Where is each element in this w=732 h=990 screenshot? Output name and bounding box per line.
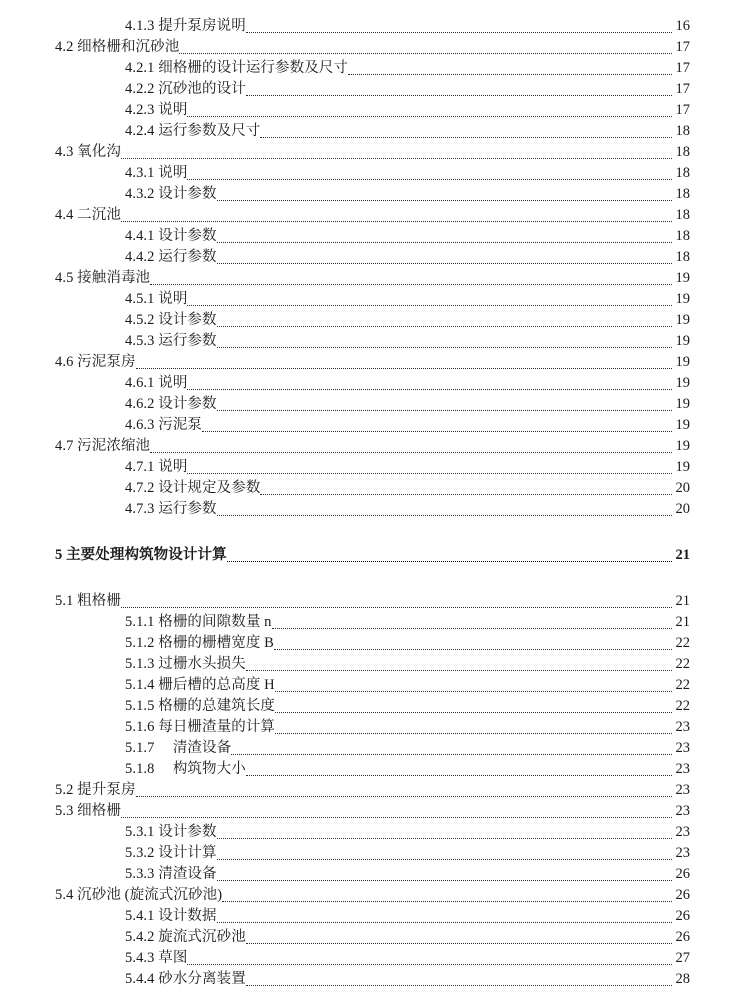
toc-entry[interactable] xyxy=(0,822,732,843)
toc-entry-page-number: 22 xyxy=(675,698,690,714)
toc-entry-page-number: 26 xyxy=(675,908,690,924)
toc-entry-title: 5.1.3 过栅水头损失 xyxy=(125,656,246,672)
toc-entry[interactable] xyxy=(0,759,732,780)
toc-entry-page-number: 19 xyxy=(675,333,690,349)
toc-entry-page-number: 22 xyxy=(675,656,690,672)
toc-entry-title: 5.1.8 构筑物大小 xyxy=(125,761,246,777)
toc-entry-page-number: 16 xyxy=(675,18,690,34)
toc-dot-leader xyxy=(274,639,672,654)
toc-entry-title: 4.3 氧化沟 xyxy=(55,144,121,160)
toc-entry[interactable] xyxy=(0,163,732,184)
section-gap xyxy=(0,566,732,591)
toc-entry-title: 5.3 细格栅 xyxy=(55,803,121,819)
toc-entry-title: 5.1.4 栅后槽的总高度 H xyxy=(125,677,275,693)
toc-entry[interactable] xyxy=(0,142,732,163)
toc-entry[interactable] xyxy=(0,436,732,457)
toc-entry[interactable] xyxy=(0,352,732,373)
toc-dot-leader xyxy=(217,912,672,927)
toc-entry-title: 5.1.5 格栅的总建筑长度 xyxy=(125,698,276,714)
toc-dot-leader xyxy=(348,64,672,79)
toc-entry[interactable] xyxy=(0,864,732,885)
toc-entry-page-number: 23 xyxy=(675,761,690,777)
toc-entry[interactable] xyxy=(0,948,732,969)
toc-entry-title: 5.3.2 设计计算 xyxy=(125,845,217,861)
toc-entry[interactable] xyxy=(0,906,732,927)
toc-dot-leader xyxy=(187,169,672,184)
toc-entry[interactable] xyxy=(0,415,732,436)
toc-entry-page-number: 18 xyxy=(675,165,690,181)
toc-entry-page-number: 19 xyxy=(675,396,690,412)
toc-entry[interactable] xyxy=(0,499,732,520)
toc-dot-leader xyxy=(227,551,672,566)
toc-entry-title: 4.5.1 说明 xyxy=(125,291,188,307)
toc-dot-leader xyxy=(275,681,672,696)
toc-entry-page-number: 19 xyxy=(675,270,690,286)
toc-entry-page-number: 26 xyxy=(675,866,690,882)
toc-entry-page-number: 21 xyxy=(675,547,690,563)
toc-entry-page-number: 23 xyxy=(675,803,690,819)
toc-entry-page-number: 19 xyxy=(675,459,690,475)
toc-dot-leader xyxy=(217,828,672,843)
toc-entry-page-number: 18 xyxy=(675,123,690,139)
toc-entry[interactable] xyxy=(0,16,732,37)
toc-entry-page-number: 28 xyxy=(675,971,690,987)
toc-entry-title: 4.5 接触消毒池 xyxy=(55,270,151,286)
toc-dot-leader xyxy=(260,484,672,499)
section-gap xyxy=(0,520,732,545)
toc-entry[interactable] xyxy=(0,885,732,906)
toc-entry-page-number: 17 xyxy=(675,39,690,55)
toc-entry-title: 4.2 细格栅和沉砂池 xyxy=(55,39,180,55)
toc-entry-title: 4.7.3 运行参数 xyxy=(125,501,217,517)
toc-entry[interactable] xyxy=(0,79,732,100)
toc-dot-leader xyxy=(121,148,672,163)
toc-entry[interactable] xyxy=(0,843,732,864)
toc-dot-leader xyxy=(187,379,672,394)
toc-dot-leader xyxy=(121,211,672,226)
toc-entry[interactable] xyxy=(0,457,732,478)
toc-dot-leader xyxy=(246,22,672,37)
toc-entry-title: 5.4.1 设计数据 xyxy=(125,908,217,924)
toc-entry[interactable] xyxy=(0,247,732,268)
toc-dot-leader xyxy=(260,127,672,142)
toc-entry-page-number: 23 xyxy=(675,845,690,861)
toc-entry-page-number: 17 xyxy=(675,102,690,118)
toc-entry-title: 5.4.4 砂水分离装置 xyxy=(125,971,246,987)
toc-entry-title: 5.3.3 清渣设备 xyxy=(125,866,217,882)
toc-entry-title: 4.6 污泥泵房 xyxy=(55,354,136,370)
toc-dot-leader xyxy=(272,618,673,633)
toc-entry[interactable] xyxy=(0,37,732,58)
toc-entry-page-number: 23 xyxy=(675,782,690,798)
toc-entry-title: 5.1.1 格栅的间隙数量 n xyxy=(125,614,272,630)
toc-entry-title: 5.1.2 格栅的栅槽宽度 B xyxy=(125,635,274,651)
toc-entry[interactable] xyxy=(0,100,732,121)
toc-dot-leader xyxy=(121,597,672,612)
toc-entry-page-number: 21 xyxy=(675,614,690,630)
toc-dot-leader xyxy=(179,43,672,58)
toc-entry-title: 5.3.1 设计参数 xyxy=(125,824,217,840)
toc-entry-page-number: 23 xyxy=(675,740,690,756)
toc-entry[interactable] xyxy=(0,373,732,394)
toc-entry-title: 4.7 污泥浓缩池 xyxy=(55,438,151,454)
toc-entry-page-number: 18 xyxy=(675,249,690,265)
toc-entry-page-number: 17 xyxy=(675,60,690,76)
toc-dot-leader xyxy=(275,723,672,738)
toc-dot-leader xyxy=(217,400,672,415)
toc-entry-page-number: 18 xyxy=(675,228,690,244)
toc-dot-leader xyxy=(231,744,672,759)
toc-dot-leader xyxy=(187,954,672,969)
toc-entry-title: 4.3.2 设计参数 xyxy=(125,186,217,202)
toc-entry-title: 5.1.7 清渣设备 xyxy=(125,740,232,756)
toc-entry-title: 4.7.2 设计规定及参数 xyxy=(125,480,261,496)
toc-entry-title: 4.2.2 沉砂池的设计 xyxy=(125,81,246,97)
toc-entry-title: 4.3.1 说明 xyxy=(125,165,188,181)
toc-entry[interactable] xyxy=(0,969,732,990)
toc-entry[interactable] xyxy=(0,738,732,759)
toc-entry-title: 4.7.1 说明 xyxy=(125,459,188,475)
toc-dot-leader xyxy=(217,849,672,864)
toc-dot-leader xyxy=(202,421,672,436)
toc-entry-page-number: 27 xyxy=(675,950,690,966)
toc-entry[interactable] xyxy=(0,331,732,352)
toc-entry-title: 4.6.2 设计参数 xyxy=(125,396,217,412)
toc-dot-leader xyxy=(222,891,672,906)
toc-dot-leader xyxy=(187,106,672,121)
toc-dot-leader xyxy=(150,274,672,289)
toc-dot-leader xyxy=(217,232,672,247)
toc-entry[interactable] xyxy=(0,654,732,675)
toc-dot-leader xyxy=(217,316,672,331)
toc-entry-title: 4.1.3 提升泵房说明 xyxy=(125,18,246,34)
toc-dot-leader xyxy=(121,807,672,822)
toc-entry[interactable] xyxy=(0,226,732,247)
toc-entry-page-number: 26 xyxy=(675,887,690,903)
toc-entry[interactable] xyxy=(0,289,732,310)
toc-entry-title: 5.2 提升泵房 xyxy=(55,782,136,798)
toc-entry-page-number: 18 xyxy=(675,207,690,223)
toc-entry-title: 4.6.1 说明 xyxy=(125,375,188,391)
toc-entry-page-number: 20 xyxy=(675,501,690,517)
toc-entry-page-number: 26 xyxy=(675,929,690,945)
toc-entry[interactable] xyxy=(0,545,732,566)
toc-entry-title: 4.4.2 运行参数 xyxy=(125,249,217,265)
toc-entry-title: 5.1 粗格栅 xyxy=(55,593,121,609)
toc-entry-page-number: 22 xyxy=(675,677,690,693)
toc-entry[interactable] xyxy=(0,801,732,822)
toc-dot-leader xyxy=(217,505,672,520)
toc-dot-leader xyxy=(246,933,672,948)
toc-entry-page-number: 23 xyxy=(675,719,690,735)
toc-dot-leader xyxy=(187,463,672,478)
toc-entry-title: 4.2.1 细格栅的设计运行参数及尺寸 xyxy=(125,60,349,76)
toc-dot-leader xyxy=(217,870,672,885)
toc-entry[interactable] xyxy=(0,675,732,696)
toc-entry-page-number: 21 xyxy=(675,593,690,609)
toc-entry[interactable] xyxy=(0,633,732,654)
toc-dot-leader xyxy=(136,358,672,373)
toc-entry-title: 4.2.3 说明 xyxy=(125,102,188,118)
toc-entry[interactable] xyxy=(0,717,732,738)
toc-entry-page-number: 18 xyxy=(675,186,690,202)
toc-entry[interactable] xyxy=(0,205,732,226)
toc-entry-title: 4.5.3 运行参数 xyxy=(125,333,217,349)
toc-entry-page-number: 19 xyxy=(675,312,690,328)
toc-dot-leader xyxy=(246,85,672,100)
toc-entry[interactable] xyxy=(0,478,732,499)
toc-dot-leader xyxy=(217,253,672,268)
toc-dot-leader xyxy=(275,702,672,717)
toc-entry-page-number: 17 xyxy=(675,81,690,97)
toc-entry-title: 4.4 二沉池 xyxy=(55,207,121,223)
toc-entry-page-number: 19 xyxy=(675,375,690,391)
toc-entry-page-number: 19 xyxy=(675,354,690,370)
toc-dot-leader xyxy=(150,442,672,457)
toc-entry-page-number: 19 xyxy=(675,417,690,433)
toc-entry-page-number: 19 xyxy=(675,438,690,454)
toc-entry-title: 4.4.1 设计参数 xyxy=(125,228,217,244)
toc-entry[interactable] xyxy=(0,780,732,801)
toc-entry-title: 5.4.3 草图 xyxy=(125,950,188,966)
toc-entry[interactable] xyxy=(0,58,732,79)
toc-entry-page-number: 20 xyxy=(675,480,690,496)
toc-entry-title: 5.4 沉砂池 (旋流式沉砂池) xyxy=(55,887,223,903)
toc-dot-leader xyxy=(217,337,672,352)
toc-entry-page-number: 22 xyxy=(675,635,690,651)
toc-entry-title: 5.4.2 旋流式沉砂池 xyxy=(125,929,246,945)
toc-entry[interactable] xyxy=(0,927,732,948)
toc-dot-leader xyxy=(246,660,672,675)
toc-entry[interactable] xyxy=(0,696,732,717)
toc-entry-title: 4.6.3 污泥泵 xyxy=(125,417,203,433)
toc-entry-title: 5 主要处理构筑物设计计算 xyxy=(55,547,227,563)
toc-entry[interactable] xyxy=(0,612,732,633)
toc-entry-page-number: 19 xyxy=(675,291,690,307)
toc-entry[interactable] xyxy=(0,121,732,142)
toc-entry-page-number: 18 xyxy=(675,144,690,160)
toc-dot-leader xyxy=(246,765,672,780)
toc-entry-title: 4.5.2 设计参数 xyxy=(125,312,217,328)
toc-dot-leader xyxy=(217,190,672,205)
toc-entry-title: 4.2.4 运行参数及尺寸 xyxy=(125,123,261,139)
toc-entry[interactable] xyxy=(0,184,732,205)
toc-entry[interactable] xyxy=(0,394,732,415)
toc-dot-leader xyxy=(246,975,672,990)
toc-entry[interactable] xyxy=(0,310,732,331)
toc-dot-leader xyxy=(136,786,672,801)
toc-dot-leader xyxy=(187,295,672,310)
toc-entry[interactable] xyxy=(0,591,732,612)
toc-entry-title: 5.1.6 每日栅渣量的计算 xyxy=(125,719,276,735)
toc-entry[interactable] xyxy=(0,268,732,289)
toc-entry-page-number: 23 xyxy=(675,824,690,840)
